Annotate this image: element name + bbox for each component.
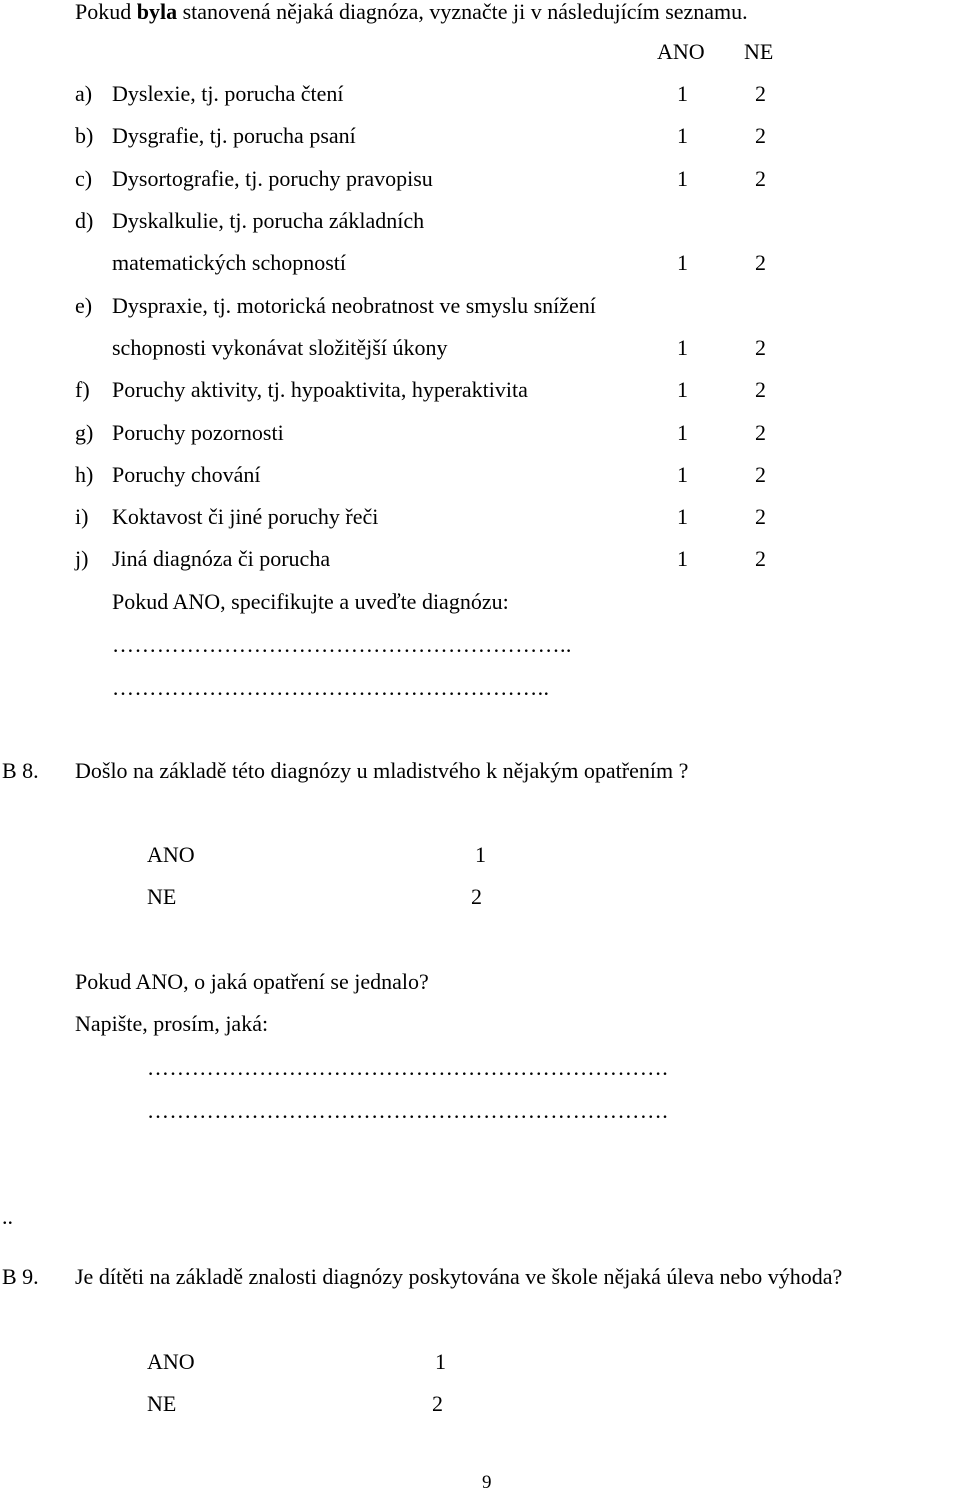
intro-after: stanovená nějaká diagnóza, vyznačte ji v následujícím seznamu. [177,0,748,24]
item-g-no-code: 2 [755,420,766,445]
column-header-yes: ANO [657,39,705,64]
item-e-yes-code: 1 [677,335,688,360]
question-b8-number: B 8. [2,758,39,783]
b8-no-code: 2 [471,884,482,909]
item-g-text: Poruchy pozornosti [112,420,284,445]
item-g-yes-code: 1 [677,420,688,445]
question-b9-text: Je dítěti na základě znalosti diagnózy poskytována ve škole nějaká úleva nebo výhoda? [75,1264,843,1289]
question-b9-number: B 9. [2,1264,39,1289]
item-f-letter: f) [75,377,90,402]
intro-before: Pokud [75,0,137,24]
b8-answer-line-2[interactable]: ……………………………………………………………. [147,1098,669,1123]
item-h-yes-code: 1 [677,462,688,487]
item-c-text: Dysortografie, tj. poruchy pravopisu [112,166,433,191]
b8-yes-label: ANO [147,842,195,867]
b8-no-label: NE [147,884,177,909]
b8-yes-code: 1 [475,842,486,867]
b9-no-code: 2 [432,1391,443,1416]
page-number: 9 [482,1472,492,1493]
b9-yes-label: ANO [147,1349,195,1374]
item-e-text: Dyspraxie, tj. motorická neobratnost ve smyslu snížení [112,293,596,318]
item-a-yes-code: 1 [677,81,688,106]
item-i-yes-code: 1 [677,504,688,529]
intro-text [75,0,748,25]
item-j-text: Jiná diagnóza či porucha [112,546,331,571]
item-f-yes-code: 1 [677,377,688,402]
item-j-yes-code: 1 [677,546,688,571]
diagnosis-answer-line-1[interactable]: …………………………………………………….. [112,632,572,657]
item-a-text: Dyslexie, tj. porucha čtení [112,81,344,106]
item-h-no-code: 2 [755,462,766,487]
item-e-letter: e) [75,293,93,318]
b8-followup-instruction: Napište, prosím, jaká: [75,1011,269,1036]
specify-diagnosis-prompt: Pokud ANO, specifikujte a uveďte diagnózu: [112,589,509,614]
b9-yes-code: 1 [435,1349,446,1374]
item-j-letter: j) [75,546,89,571]
diagnosis-answer-line-2[interactable]: ………………………………………………….. [112,675,550,700]
stray-dots: .. [2,1204,13,1229]
item-f-text: Poruchy aktivity, tj. hypoaktivita, hyperaktivita [112,377,528,402]
item-b-text: Dysgrafie, tj. porucha psaní [112,123,356,148]
item-g-letter: g) [75,420,94,445]
b8-followup-question: Pokud ANO, o jaká opatření se jednalo? [75,969,429,994]
item-a-no-code: 2 [755,81,766,106]
item-h-letter: h) [75,462,94,487]
item-c-no-code: 2 [755,166,766,191]
item-f-no-code: 2 [755,377,766,402]
item-c-yes-code: 1 [677,166,688,191]
item-d-text: Dyskalkulie, tj. porucha základních [112,208,425,233]
item-a-letter: a) [75,81,93,106]
item-i-text: Koktavost či jiné poruchy řeči [112,504,379,529]
item-b-yes-code: 1 [677,123,688,148]
item-b-letter: b) [75,123,94,148]
item-h-text: Poruchy chování [112,462,261,487]
item-e-text-continued: schopnosti vykonávat složitější úkony [112,335,448,360]
item-d-letter: d) [75,208,94,233]
item-d-text-continued: matematických schopností [112,250,346,275]
question-b8-text: Došlo na základě této diagnózy u mladistvého k nějakým opatřením ? [75,758,689,783]
item-i-letter: i) [75,504,89,529]
b8-answer-line-1[interactable]: ……………………………………………………………. [147,1055,669,1080]
item-c-letter: c) [75,166,93,191]
item-j-no-code: 2 [755,546,766,571]
column-header-no: NE [744,39,774,64]
item-b-no-code: 2 [755,123,766,148]
item-d-no-code: 2 [755,250,766,275]
item-e-no-code: 2 [755,335,766,360]
item-i-no-code: 2 [755,504,766,529]
b9-no-label: NE [147,1391,177,1416]
item-d-yes-code: 1 [677,250,688,275]
intro-emphasis: byla [136,0,178,24]
